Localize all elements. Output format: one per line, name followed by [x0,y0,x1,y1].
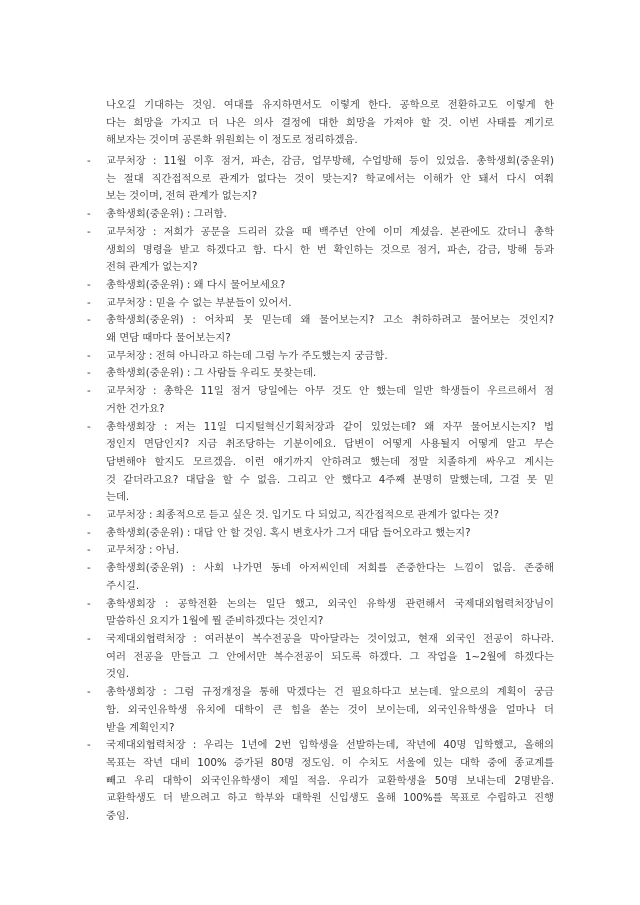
text-line: 는 절대 직간접적으로 관계가 없다는 것이 맞는지? 학교에서는 이해가 안 돼서 다시 여쭤 [106,172,554,185]
dialogue-item [87,542,554,560]
dialogue-item [87,295,554,313]
dialogue-item [87,312,554,347]
text-line: - 교무처장 : 저희가 공문을 드리러 갔을 때 백주년 안에 이미 계셨음. 본관에도 갔더니 총학 [106,225,554,238]
text-line: - 총학생회(중운위) : 왜 다시 물어보세요? [106,278,286,291]
text-line: - 총학생회(중운위) : 대답 안 할 것임. 혹시 변호사가 그거 대답 들어오라고 했는지? [106,526,471,539]
text-line: 왜 면담 때마다 물어보는지? [106,332,231,345]
text-line: 것 같더라고요? 대답을 할 수 없음. 그리고 안 했다고 4주째 분명히 말했는데, 그걸 못 믿 [106,473,554,486]
text-line: - 교무처장 : 총학은 11일 점거 당일에는 아무 것도 안 했는데 일반 학생들이 우르르해서 점 [106,385,554,398]
dialogue-item [87,560,554,595]
text-line: - 교무처장 : 아님. [106,544,179,557]
text-line: 받을 계획인지? [106,721,175,734]
text-line: 나오길 기대하는 것임. 여대를 유지하면서도 이렇게 한다. 공학으로 전환하고도 이렇게 한 [106,99,554,111]
dialogue-list [87,153,554,826]
text-line: - 총학생회장 : 그럼 규정개정을 통해 막겠다는 건 필요하다고 보는데. 앞으로의 계획이 궁금 [106,686,554,699]
dialogue-item [87,348,554,366]
dialogue-item [87,525,554,543]
text-line: 생회의 명령을 받고 하겠다고 함. 다시 한 번 확인하는 것으로 점거, 파손, 감금, 방해 등과 [106,243,554,256]
dialogue-item [87,206,554,224]
dialogue-item [87,737,554,826]
text-line: 중임. [106,810,130,823]
text-line: 보는 것이며, 전혀 관계가 없는지? [106,190,258,203]
text-line: - 총학생회(중운위) : 어차피 못 믿는데 왜 물어보는지? 고소 취하하려고 물어보는 것인지? [106,314,554,327]
dialogue-item [87,631,554,684]
text-line: 목표는 작년 대비 100% 증가된 80명 정도임. 이 수치도 서울에 있는 대학 중에 종교계를 [106,756,554,769]
dialogue-item [87,419,554,508]
text-line: - 교무처장 : 최종적으로 듣고 싶은 것. 입기도 다 되었고, 직간접적으로 관계가 없다는 것? [106,509,499,522]
dialogue-item [87,153,554,206]
text-line: 것임. [106,668,130,681]
text-line: 전혀 관계가 없는지? [106,261,198,274]
text-line: - 총학생회(중운위) : 그러함. [106,208,227,221]
text-line: - 교무처장 : 믿을 수 없는 부분들이 있어서. [106,296,292,309]
dialogue-item [87,277,554,295]
text-line: 다는 희망을 가지고 더 나은 의사 결정에 대한 희망을 가져야 할 것. 이번 사태를 계기로 [106,116,554,129]
dialogue-item [87,383,554,418]
text-line: - 총학생회(중운위) : 사회 나가면 동네 아저씨인데 저희를 존중한다는 느낌이 없음. 존중해 [106,562,554,575]
text-line: 는데. [106,491,130,504]
text-line: - 교무처장 : 전혀 아니라고 하는데 그럼 누가 주도했는지 궁금함. [106,349,388,362]
dialogue-item [87,365,554,383]
text-line: 거한 건가요? [106,402,165,415]
text-line: 답변해야 할지도 모르겠음. 이런 얘기까지 안하려고 했는데 정말 치졸하게 싸우고 계시는 [106,455,554,468]
dialogue-item [87,507,554,525]
text-line: 주시길. [106,579,140,592]
dialogue-item [87,596,554,631]
text-line: 빼고 우리 대학이 외국인유학생이 제일 적음. 우리가 교환학생을 50명 보내는데 2명받음. [106,774,554,787]
text-line: - 국제대외협력처장 : 여러분이 복수전공을 막아달라는 것이었고, 현재 외국인 전공이 하나라. [106,632,554,645]
text-line: 말씀하신 요지가 1월에 뭘 준비하겠다는 것인지? [106,615,324,628]
text-line: - 총학생회장 : 저는 11일 디지털혁신기획처장과 같이 있었는데? 왜 자꾸 물어보시는지? 법 [106,420,554,433]
dialogue-item [87,224,554,277]
text-line: 해보자는 것이며 공론화 위원회는 이 정도로 정리하겠음. [106,134,358,147]
text-line: - 총학생회장 : 공학전환 논의는 일단 했고, 외국인 유학생 관련해서 국제대외협력처장님이 [106,597,554,610]
text-line: 정인지 면담인지? 지금 취조당하는 기분이에요. 답변이 어떻게 사용될지 어떻게 알고 무슨 [106,438,554,451]
text-line: - 국제대외협력처장 : 우리는 1년에 2번 입학생을 선발하는데, 작년에 40명 입학했고, 올해의 [106,739,554,752]
text-line: 교환학생도 더 받으려고 하고 학부와 대학원 신입생도 올해 100%를 목표로 수립하고 진행 [106,792,554,805]
dialogue-item [87,684,554,737]
text-line: - 총학생회(중운위) : 그 사람들 우리도 못찾는데. [106,367,317,380]
text-line: - 교무처장 : 11월 이후 점거, 파손, 감금, 업무방해, 수업방해 등이 있었음. 총학생회(중운위) [106,155,554,167]
text-line: 여러 전공을 만들고 그 안에서만 복수전공이 되도록 하겠다. 그 작업을 1~2월에 하겠다는 [106,650,554,663]
intro-paragraph [106,97,554,150]
text-line: 함. 외국인유학생 유치에 대학이 큰 힘을 쏟는 것이 보이는데, 외국인유학생을 얼마나 더 [106,703,554,716]
